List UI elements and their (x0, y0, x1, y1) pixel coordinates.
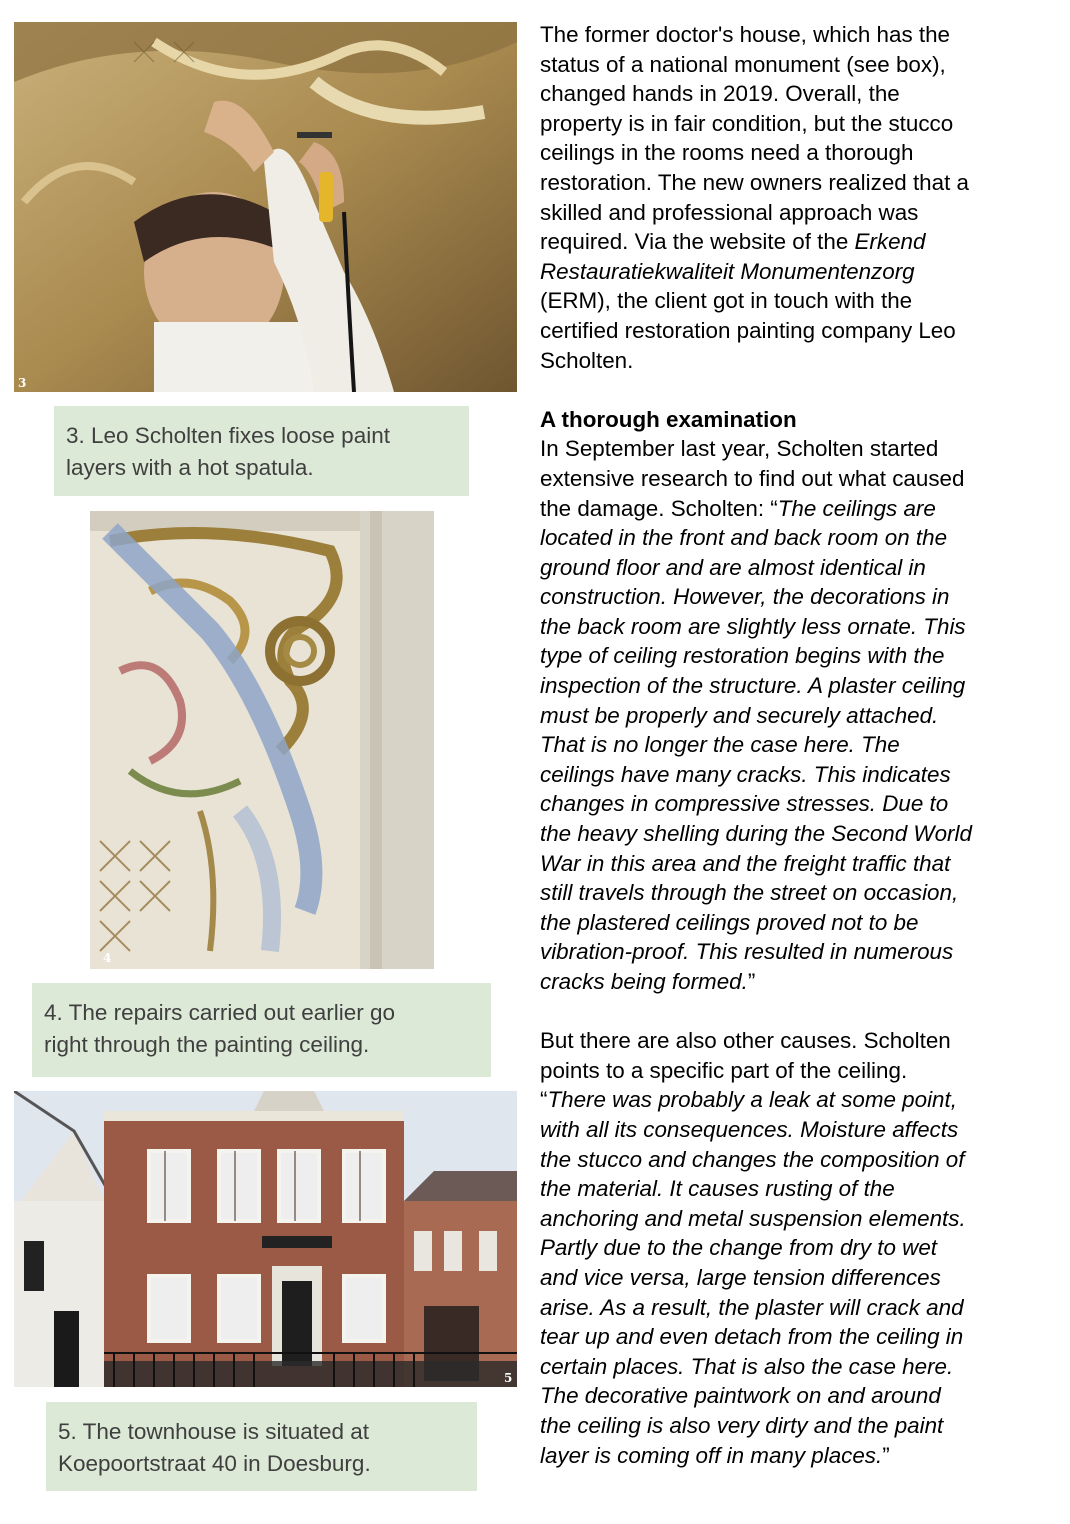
text-run-italic: located in the front and back room on the (540, 525, 948, 551)
text-line: extensive research to find out what caused (540, 465, 965, 491)
text-line (540, 1381, 1060, 1411)
text-line: changed hands in 2019. Overall, the (540, 81, 900, 107)
text-line: In September last year, Scholten started (540, 436, 939, 462)
text-line: But there are also other causes. Scholten (540, 1028, 951, 1054)
text-run-italic: ceilings have many cracks. This indicates (540, 761, 951, 787)
text-line (540, 760, 1060, 790)
text-run-italic: vibration-proof. This resulted in numerous (540, 939, 954, 965)
text-line: The former doctor's house, which has the (540, 22, 950, 47)
text-line: skilled and professional approach was (540, 199, 919, 225)
text-run-italic: inspection of the structure. A plaster ceiling (540, 673, 966, 699)
photo-number: 4 (103, 951, 112, 965)
text-run-italic: construction. However, the decorations in (540, 584, 950, 610)
text-run-italic: The decorative paintwork on and around (540, 1383, 941, 1409)
text-run-italic: the material. It causes rusting of the (540, 1176, 895, 1202)
text-line (540, 612, 1060, 642)
text-line (540, 1204, 1060, 1234)
text-line (540, 789, 1060, 819)
article-body (540, 20, 1060, 1470)
text-run-italic: and vice versa, large tension differences (540, 1264, 941, 1290)
text-line (540, 257, 1060, 287)
text-run-italic: changes in compressive stresses. Due to (540, 791, 949, 817)
text-run-italic: layer is coming off in many places. (540, 1442, 883, 1468)
text-line (540, 1293, 1060, 1323)
caption-line: 4. The repairs carried out earlier go (44, 1000, 396, 1025)
text-run-italic: Erkend (854, 229, 926, 255)
text-line: (ERM), the client got in touch with the (540, 288, 913, 314)
text-line (540, 1145, 1060, 1175)
text-line: ceilings in the rooms need a thorough (540, 140, 914, 166)
text-run-italic: ground floor and are almost identical in (540, 554, 926, 580)
caption-photo-5 (46, 1402, 477, 1491)
text-line (540, 1411, 1060, 1441)
paragraph-gap (540, 997, 1060, 1027)
text-run-italic: Restauratiekwaliteit Monumentenzorg (540, 258, 915, 284)
text-run-italic: the ceiling is also very dirty and the paint (540, 1412, 944, 1438)
text-line (540, 1174, 1060, 1204)
text-run: the damage. Scholten: “ (540, 495, 778, 521)
text-run-italic: The ceilings are (777, 495, 936, 521)
text-line (540, 523, 1060, 553)
text-line (540, 967, 1060, 997)
text-line: property is in fair condition, but the stucco (540, 110, 954, 136)
text-run-italic: Partly due to the change from dry to wet (540, 1235, 938, 1261)
text-run-italic: There was probably a leak at some point, (547, 1087, 957, 1113)
caption-line: right through the painting ceiling. (44, 1032, 370, 1057)
text-run-italic: the stucco and changes the composition of (540, 1146, 965, 1172)
paragraph-gap (540, 375, 1060, 405)
paragraph-other-causes (540, 1026, 1060, 1470)
photo-restorer-image (14, 22, 517, 392)
text-run-italic: anchoring and metal suspension elements. (540, 1205, 966, 1231)
text-line (540, 671, 1060, 701)
paragraph-examination (540, 434, 1060, 996)
text-line (540, 1441, 1060, 1471)
text-line (540, 1085, 1060, 1115)
text-line: Scholten. (540, 347, 634, 373)
text-line (540, 1352, 1060, 1382)
photo-ceiling-corner-image (90, 511, 434, 969)
text-run: “ (540, 1087, 548, 1113)
text-run-italic: must be properly and securely attached. (540, 702, 939, 728)
text-line: points to a specific part of the ceiling. (540, 1057, 908, 1083)
text-line (540, 819, 1060, 849)
text-run-italic: type of ceiling restoration begins with the (540, 643, 945, 669)
text-line (540, 937, 1060, 967)
text-run: ” (747, 969, 756, 994)
photo-ceiling-corner (90, 511, 434, 969)
text-run: ” (882, 1442, 890, 1468)
text-run-italic: the plastered ceilings proved not to be (540, 909, 919, 935)
text-line (540, 582, 1060, 612)
text-run-italic: War in this area and the freight traffic that (540, 850, 951, 876)
text-line (540, 1115, 1060, 1145)
text-run-italic: the back room are slightly less ornate. This (540, 613, 966, 639)
caption-photo-4 (32, 983, 491, 1077)
text-line: status of a national monument (see box), (540, 51, 946, 77)
text-line (540, 641, 1060, 671)
caption-line: Koepoortstraat 40 in Doesburg. (58, 1451, 371, 1476)
text-run-italic: certain places. That is also the case here. (540, 1353, 954, 1379)
text-line: restoration. The new owners realized that a (540, 169, 969, 195)
text-run-italic: cracks being formed. (540, 969, 748, 994)
caption-line: 3. Leo Scholten fixes loose paint (66, 423, 390, 448)
photo-number: 5 (504, 1371, 513, 1385)
caption-photo-3 (54, 406, 469, 496)
caption-line: 5. The townhouse is situated at (58, 1419, 370, 1444)
text-run-italic: with all its consequences. Moisture affects (540, 1116, 959, 1142)
text-run-italic: tear up and even detach from the ceiling in (540, 1324, 964, 1350)
paragraph-intro (540, 20, 1060, 375)
text-line (540, 1233, 1060, 1263)
text-line (540, 908, 1060, 938)
photo-townhouse-image (14, 1091, 517, 1387)
section-heading: A thorough examination (540, 406, 797, 432)
caption-line: layers with a hot spatula. (66, 455, 314, 480)
text-run-italic: That is no longer the case here. The (540, 732, 900, 758)
text-run: required. Via the website of the (540, 229, 855, 255)
text-line (540, 878, 1060, 908)
text-line (540, 701, 1060, 731)
text-run-italic: still travels through the street on occasion, (540, 880, 959, 906)
text-line (540, 494, 1060, 524)
photo-restorer (14, 22, 517, 392)
text-line (540, 1263, 1060, 1293)
text-line (540, 730, 1060, 760)
text-line (540, 849, 1060, 879)
photo-number: 3 (18, 376, 27, 390)
text-line: certified restoration painting company Leo (540, 317, 956, 343)
photo-townhouse (14, 1091, 517, 1387)
text-run-italic: arise. As a result, the plaster will crack and (540, 1294, 964, 1320)
text-line (540, 553, 1060, 583)
text-run-italic: the heavy shelling during the Second World (540, 821, 972, 847)
text-line (540, 227, 1060, 257)
text-line (540, 1322, 1060, 1352)
